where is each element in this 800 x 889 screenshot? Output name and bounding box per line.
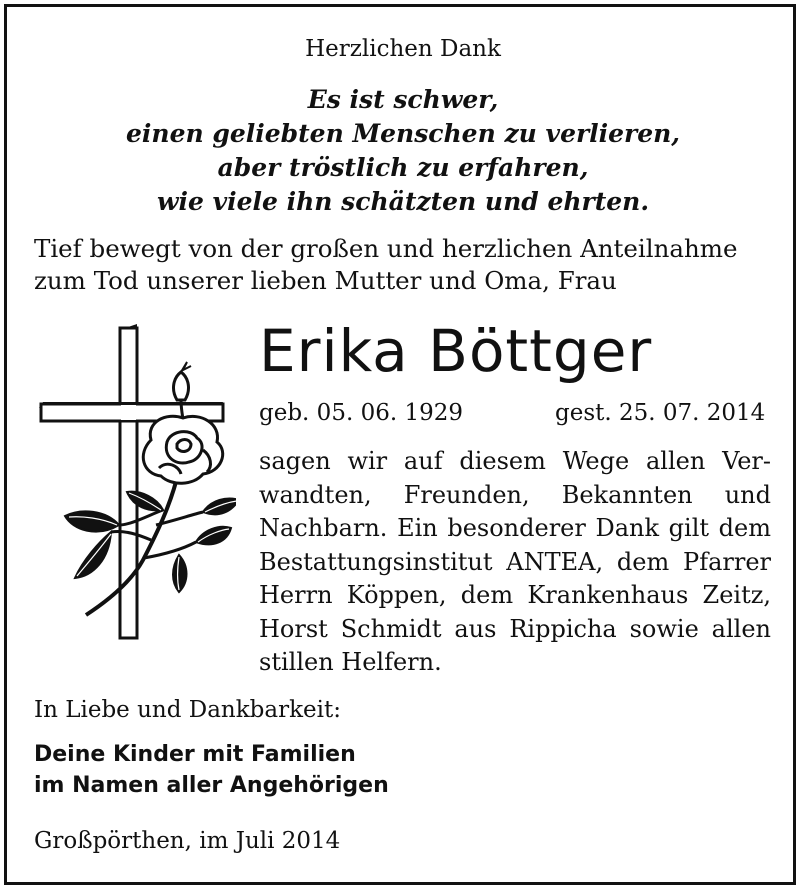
rose-bud-icon bbox=[174, 372, 189, 400]
signature-block bbox=[34, 739, 389, 801]
signature-line: Deine Kinder mit Familien bbox=[34, 742, 356, 767]
notice-heading: Herzlichen Dank bbox=[305, 36, 501, 62]
intro-text bbox=[34, 233, 786, 297]
quote-line: Es ist schwer, bbox=[307, 85, 499, 114]
quote-line: aber tröstlich zu erfahren, bbox=[217, 153, 589, 182]
quote-line: einen geliebten Menschen zu verlieren, bbox=[125, 119, 681, 148]
birth-date: geb. 05. 06. 1929 bbox=[259, 400, 463, 426]
closing-line: In Liebe und Dankbarkeit: bbox=[34, 697, 341, 723]
place-and-date: Großpörthen, im Juli 2014 bbox=[34, 828, 341, 854]
thanks-line: wandten, Freunden, Bekannten und bbox=[259, 480, 771, 509]
thanks-paragraph bbox=[259, 445, 771, 680]
cross-with-rose-icon bbox=[31, 320, 236, 642]
thanks-line: sagen wir auf diesem Wege allen Ver- bbox=[259, 447, 771, 475]
thanks-line: Bestattungsinstitut ANTEA, dem Pfarrer bbox=[259, 547, 771, 576]
thanks-line: Nachbarn. Ein besonderer Dank gilt dem bbox=[259, 514, 771, 542]
death-date: gest. 25. 07. 2014 bbox=[555, 400, 766, 426]
intro-line: Tief bewegt von der großen und herzlichen Anteilnahme bbox=[34, 234, 738, 263]
intro-line: zum Tod unserer lieben Mutter und Oma, Frau bbox=[34, 266, 617, 295]
deceased-name: Erika Böttger bbox=[259, 317, 653, 385]
obituary-notice bbox=[4, 4, 796, 885]
thanks-line: Horst Schmidt aus Rippicha sowie allen bbox=[259, 614, 771, 643]
quote-line: wie viele ihn schätzten und ehrten. bbox=[156, 187, 650, 216]
thanks-line: Herrn Köppen, dem Krankenhaus Zeitz, bbox=[259, 581, 771, 609]
thanks-line: stillen Helfern. bbox=[259, 648, 442, 676]
memorial-quote bbox=[7, 83, 799, 219]
signature-line: im Namen aller Angehörigen bbox=[34, 773, 389, 798]
rose-bloom-icon bbox=[143, 416, 222, 483]
